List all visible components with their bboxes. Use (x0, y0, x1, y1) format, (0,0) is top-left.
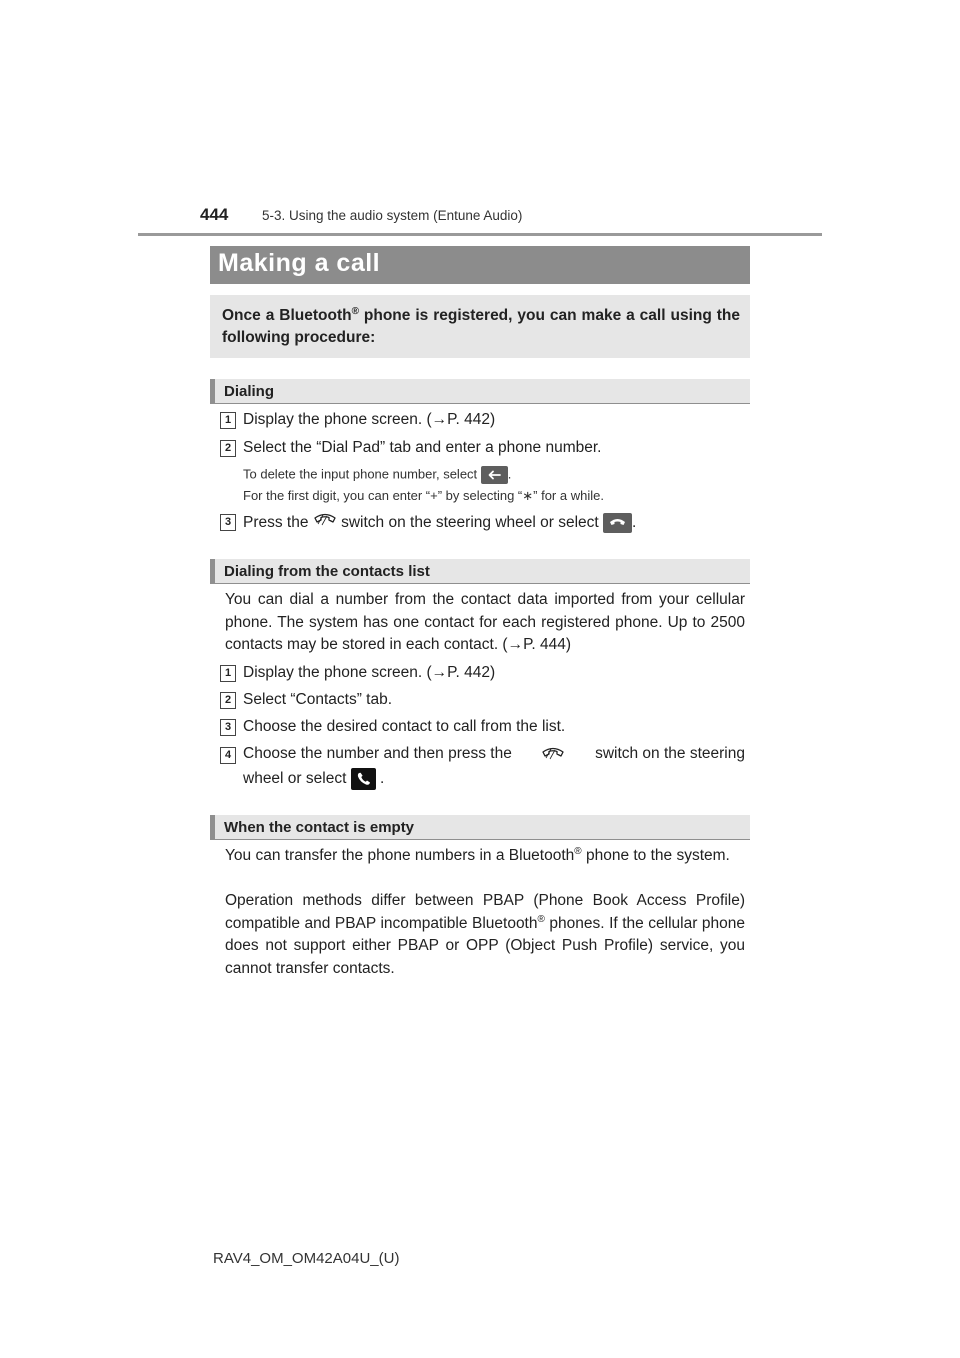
step-text: Choose the desired contact to call from the list. (243, 718, 566, 735)
call-button-icon (603, 513, 632, 533)
chapter-title: 5-3. Using the audio system (Entune Audio) (262, 208, 523, 223)
empty-paragraph-1: You can transfer the phone numbers in a Bluetooth® phone to the system. (225, 845, 730, 864)
empty-paragraph-2: Operation methods differ between PBAP (Phone Book Access Profile) compatible and PBAP incompatible Bluetooth® phones. If the cellular phone does not support either PBAP or OPP (Object Push Profile) service, you cannot transfer contacts. (225, 892, 745, 977)
header-divider (138, 233, 822, 236)
step-number: 2 (220, 440, 236, 457)
step-text: Select the “Dial Pad” tab and enter a phone number. (243, 439, 602, 456)
step-text: Press the switch on the steering wheel or select . (243, 514, 637, 531)
step-text: Display the phone screen. (→P. 442) (243, 411, 496, 428)
step-number: 3 (220, 719, 236, 736)
step-text: Select “Contacts” tab. (243, 691, 393, 708)
intro-text: Once a Bluetooth® phone is registered, you can make a call using the following procedure: (222, 305, 740, 346)
section-heading: Dialing from the contacts list (224, 563, 430, 580)
step-number: 2 (220, 692, 236, 709)
note-text: To delete the input phone number, select . (243, 466, 511, 484)
page-title: Making a call (218, 249, 381, 277)
page-number: 444 (200, 205, 229, 224)
step-text-continued: wheel or select . (243, 768, 384, 790)
phone-handset-icon (313, 512, 337, 528)
section-contact-empty (210, 815, 750, 840)
note-text: For the first digit, you can enter “+” by selecting “∗” for a while. (243, 488, 604, 503)
phone-handset-icon (541, 746, 565, 762)
back-button-icon (481, 466, 508, 484)
step-number: 3 (220, 514, 236, 531)
intro-box (210, 295, 750, 358)
step-number: 1 (220, 665, 236, 682)
contacts-paragraph: You can dial a number from the contact data imported from your cellular phone. The system has one contact for each registered phone. Up to 2500 contacts may be stored in each contact. (→P. 444) (225, 591, 745, 653)
section-contacts (210, 559, 750, 584)
step-number: 4 (220, 747, 236, 764)
section-heading: When the contact is empty (224, 819, 415, 836)
manual-code: RAV4_OM_OM42A04U_(U) (213, 1250, 400, 1267)
step-text: Display the phone screen. (→P. 442) (243, 664, 496, 681)
call-button-icon (351, 768, 376, 790)
section-heading: Dialing (224, 383, 275, 400)
section-dialing (210, 379, 750, 404)
step-text: Choose the number and then press the switch on the steering (243, 745, 745, 762)
page-title-bar (210, 246, 750, 284)
step-number: 1 (220, 412, 236, 429)
